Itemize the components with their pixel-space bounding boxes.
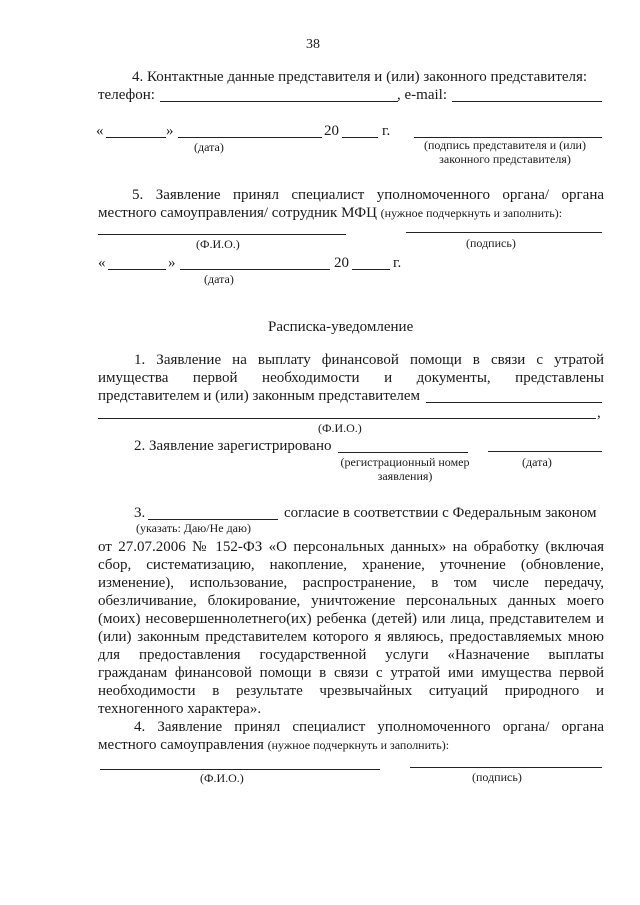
item3-line: необходимости в результате чрезвычайных ситуаций природного и: [98, 683, 604, 699]
specialist-fio-field[interactable]: [98, 234, 346, 235]
contact-heading: 4. Контактные данные представителя и (или) законного представителя:: [132, 69, 588, 85]
item1-line2: имущества первой необходимости и документы, представлены: [98, 370, 604, 386]
section5-line1: 5. Заявление принял специалист уполномоченного органа/ органа: [132, 187, 604, 203]
rep-month-field[interactable]: [178, 137, 322, 138]
representative-name-field-continued[interactable]: [98, 418, 596, 419]
item1-line1: 1. Заявление на выплату финансовой помощи в связи с утратой: [134, 352, 604, 368]
registration-number-caption: [330, 455, 480, 483]
email-field[interactable]: [452, 101, 602, 102]
rep-day-field[interactable]: [106, 137, 166, 138]
section5-line2: [98, 204, 562, 222]
rep-signature-caption-line1: (подпись представителя и (или): [424, 138, 586, 152]
item3-line: (или) законным представителем которого я являюсь, предоставляемых мною: [98, 629, 604, 645]
registration-date-field[interactable]: [488, 451, 602, 452]
receiver-fio-field[interactable]: [100, 769, 380, 770]
year-prefix: 20: [324, 123, 339, 139]
rep-signature-caption-line2: законного представителя): [439, 152, 571, 166]
date-caption: (дата): [194, 140, 224, 154]
item3-line: техногенного характера».: [98, 701, 262, 717]
consent-caption: (указать: Даю/Не даю): [136, 521, 251, 535]
fio-caption: (Ф.И.О.): [200, 771, 244, 785]
registration-number-caption-line1: (регистрационный номер: [340, 455, 470, 469]
quote-close: »: [166, 123, 174, 139]
item4-line2-note: (нужное подчеркнуть и заполнить):: [267, 738, 450, 752]
page-number: 38: [306, 37, 320, 52]
item3-number: 3.: [134, 505, 146, 521]
year-suffix: г.: [382, 123, 391, 139]
email-label: , e-mail:: [397, 87, 447, 103]
item3-after-blank: согласие в соответствии с Федеральным законом: [284, 505, 597, 521]
representative-name-field[interactable]: [426, 402, 602, 403]
item3-line: обезличивание, блокирование, уничтожение персональных данных моего: [98, 593, 604, 609]
item3-line: гражданам финансовой помощи в связи с утратой ими имущества первой: [98, 665, 604, 681]
signature-caption: (подпись): [466, 236, 516, 250]
specialist-month-field[interactable]: [180, 269, 330, 270]
registration-number-field[interactable]: [338, 452, 468, 453]
year-suffix: г.: [393, 255, 402, 271]
fio-caption: (Ф.И.О.): [318, 421, 362, 435]
item4-line2: [98, 736, 449, 754]
year-prefix: 20: [334, 255, 349, 271]
specialist-day-field[interactable]: [108, 269, 166, 270]
phone-field[interactable]: [160, 101, 398, 102]
item2-text: 2. Заявление зарегистрировано: [134, 438, 332, 454]
section5-line2-main: местного самоуправления/ сотрудник МФЦ: [98, 205, 377, 221]
quote-open: «: [96, 123, 104, 139]
item3-line: от 27.07.2006 № 152-ФЗ «О персональных данных» на обработку (включая: [98, 539, 604, 555]
quote-open: «: [98, 255, 106, 271]
phone-label: телефон:: [98, 87, 155, 103]
rep-signature-caption: [402, 138, 608, 166]
item3-line: (моих) несовершеннолетнего(их) ребенка (детей) или лица, представителем и: [98, 611, 604, 627]
specialist-year-field[interactable]: [352, 269, 390, 270]
receiver-signature-field[interactable]: [410, 767, 602, 768]
section5-line2-note: (нужное подчеркнуть и заполнить):: [380, 206, 563, 220]
item1-comma: ,: [597, 405, 601, 421]
item3-line: изменение), использование, распространение, в том числе передачу,: [98, 575, 604, 591]
rep-year-field[interactable]: [342, 137, 378, 138]
item1-line3: представителем и (или) законным представителем: [98, 388, 421, 404]
date-caption: (дата): [204, 272, 234, 286]
consent-field[interactable]: [148, 519, 278, 520]
registration-number-caption-line2: заявления): [377, 469, 433, 483]
date-caption: (дата): [522, 455, 552, 469]
receipt-title: Расписка-уведомление: [268, 319, 414, 335]
item3-line: сбор, систематизацию, накопление, хранение, уточнение (обновление,: [98, 557, 604, 573]
fio-caption: (Ф.И.О.): [196, 237, 240, 251]
quote-close: »: [168, 255, 176, 271]
signature-caption: (подпись): [472, 770, 522, 784]
specialist-signature-field[interactable]: [406, 232, 602, 233]
item4-line2-main: местного самоуправления: [98, 737, 264, 753]
item3-line: для предоставления государственной услуги «Назначение выплаты: [98, 647, 604, 663]
item4-line1: 4. Заявление принял специалист уполномоченного органа/ органа: [134, 719, 604, 735]
